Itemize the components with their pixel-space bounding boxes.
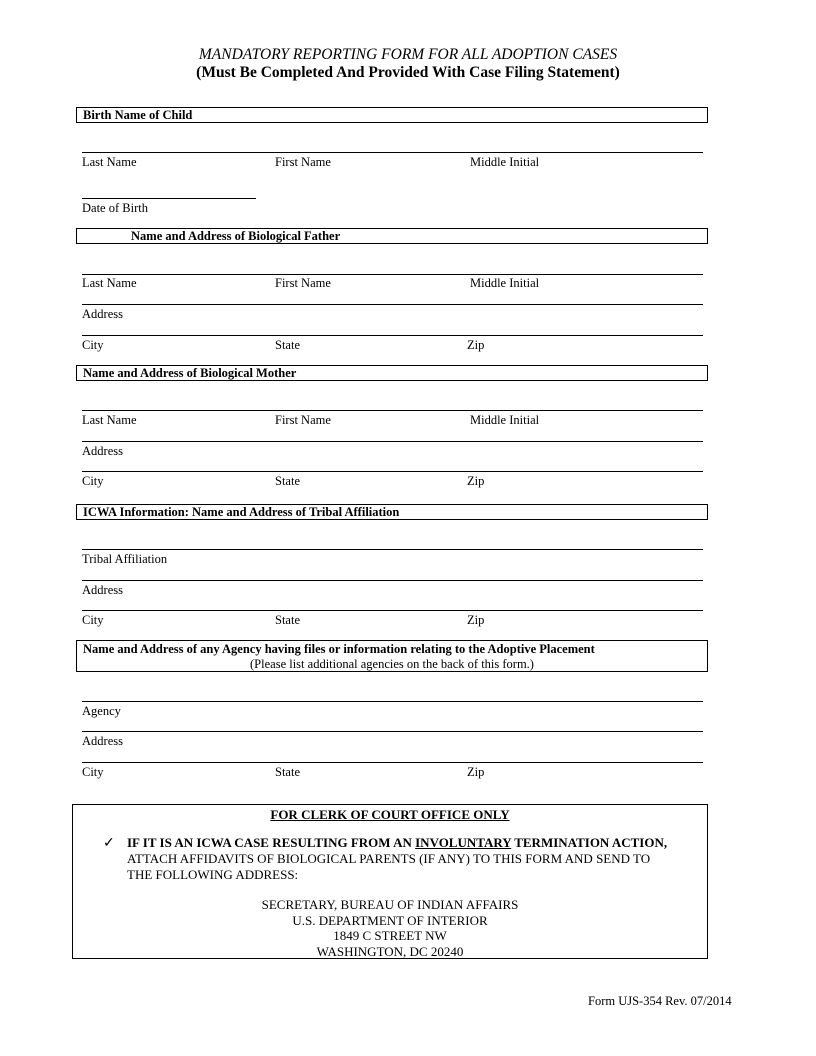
icwa-city-label: City bbox=[82, 613, 104, 627]
clerk-title: FOR CLERK OF COURT OFFICE ONLY bbox=[270, 807, 510, 822]
father-state-label: State bbox=[275, 338, 300, 352]
child-last-name-label: Last Name bbox=[82, 155, 137, 169]
clerk-instructions bbox=[127, 835, 697, 883]
icwa-zip-label: Zip bbox=[467, 613, 485, 627]
icwa-tribal-label: Tribal Affiliation bbox=[82, 552, 168, 566]
agency-heading: Name and Address of any Agency having files or information relating to the Adoptive Placement bbox=[83, 642, 595, 656]
icwa-address-label: Address bbox=[82, 583, 123, 597]
child-dob-label: Date of Birth bbox=[82, 201, 148, 215]
clerk-line1-part-c: TERMINATION ACTION, bbox=[511, 835, 668, 850]
child-name-line[interactable] bbox=[82, 152, 703, 153]
mother-last-name-label: Last Name bbox=[82, 413, 137, 427]
icwa-tribal-line[interactable] bbox=[82, 549, 703, 550]
child-section-header: Birth Name of Child bbox=[76, 107, 708, 123]
bia-address-line-3: 1849 C STREET NW bbox=[333, 928, 447, 943]
agency-label: Agency bbox=[82, 704, 121, 718]
clerk-office-box bbox=[72, 804, 708, 959]
mother-address-label: Address bbox=[82, 444, 123, 458]
form-number: Form UJS-354 Rev. 07/2014 bbox=[588, 994, 732, 1008]
mother-city-label: City bbox=[82, 474, 104, 488]
father-zip-label: Zip bbox=[467, 338, 485, 352]
mother-middle-initial-label: Middle Initial bbox=[470, 413, 540, 427]
checkmark-icon: ✓ bbox=[103, 836, 115, 851]
father-address-line[interactable] bbox=[82, 304, 703, 305]
agency-city-line[interactable] bbox=[82, 762, 703, 763]
clerk-instruction-line-3: THE FOLLOWING ADDRESS: bbox=[127, 867, 299, 882]
child-dob-line[interactable] bbox=[82, 198, 256, 199]
father-middle-initial-label: Middle Initial bbox=[470, 276, 540, 290]
mother-address-line[interactable] bbox=[82, 441, 703, 442]
agency-address-label: Address bbox=[82, 734, 123, 748]
bia-address-line-4: WASHINGTON, DC 20240 bbox=[316, 943, 464, 959]
agency-name-line[interactable] bbox=[82, 701, 703, 702]
form-title: MANDATORY REPORTING FORM FOR ALL ADOPTION CASES bbox=[198, 46, 618, 63]
icwa-address-line[interactable] bbox=[82, 580, 703, 581]
father-city-line[interactable] bbox=[82, 335, 703, 336]
child-first-name-label: First Name bbox=[275, 155, 331, 169]
father-first-name-label: First Name bbox=[275, 276, 331, 290]
mother-first-name-label: First Name bbox=[275, 413, 331, 427]
bia-address-block bbox=[73, 897, 707, 959]
father-last-name-label: Last Name bbox=[82, 276, 137, 290]
agency-state-label: State bbox=[275, 765, 300, 779]
mother-state-label: State bbox=[275, 474, 300, 488]
agency-section-header bbox=[76, 640, 708, 672]
clerk-line1-part-a: IF IT IS AN ICWA CASE RESULTING FROM AN bbox=[127, 835, 416, 850]
father-name-line[interactable] bbox=[82, 274, 703, 275]
mother-section-header: Name and Address of Biological Mother bbox=[76, 365, 708, 381]
agency-city-label: City bbox=[82, 765, 104, 779]
father-section-header: Name and Address of Biological Father bbox=[76, 228, 708, 244]
agency-address-line[interactable] bbox=[82, 731, 703, 732]
clerk-line1-involuntary: INVOLUNTARY bbox=[415, 835, 512, 850]
father-address-label: Address bbox=[82, 307, 123, 321]
agency-note: (Please list additional agencies on the back of this form.) bbox=[250, 657, 534, 671]
father-city-label: City bbox=[82, 338, 104, 352]
clerk-instruction-line-1 bbox=[127, 835, 697, 851]
form-subtitle: (Must Be Completed And Provided With Case Filing Statement) bbox=[196, 64, 620, 81]
mother-city-line[interactable] bbox=[82, 471, 703, 472]
icwa-state-label: State bbox=[275, 613, 300, 627]
mother-name-line[interactable] bbox=[82, 410, 703, 411]
agency-zip-label: Zip bbox=[467, 765, 485, 779]
icwa-city-line[interactable] bbox=[82, 610, 703, 611]
mother-zip-label: Zip bbox=[467, 474, 485, 488]
bia-address-line-1: SECRETARY, BUREAU OF INDIAN AFFAIRS bbox=[261, 897, 519, 912]
child-middle-initial-label: Middle Initial bbox=[470, 155, 540, 169]
icwa-section-header: ICWA Information: Name and Address of Tribal Affiliation bbox=[76, 504, 708, 520]
bia-address-line-2: U.S. DEPARTMENT OF INTERIOR bbox=[292, 912, 488, 928]
clerk-instruction-line-2: ATTACH AFFIDAVITS OF BIOLOGICAL PARENTS (IF ANY) TO THIS FORM AND SEND TO bbox=[127, 851, 651, 866]
